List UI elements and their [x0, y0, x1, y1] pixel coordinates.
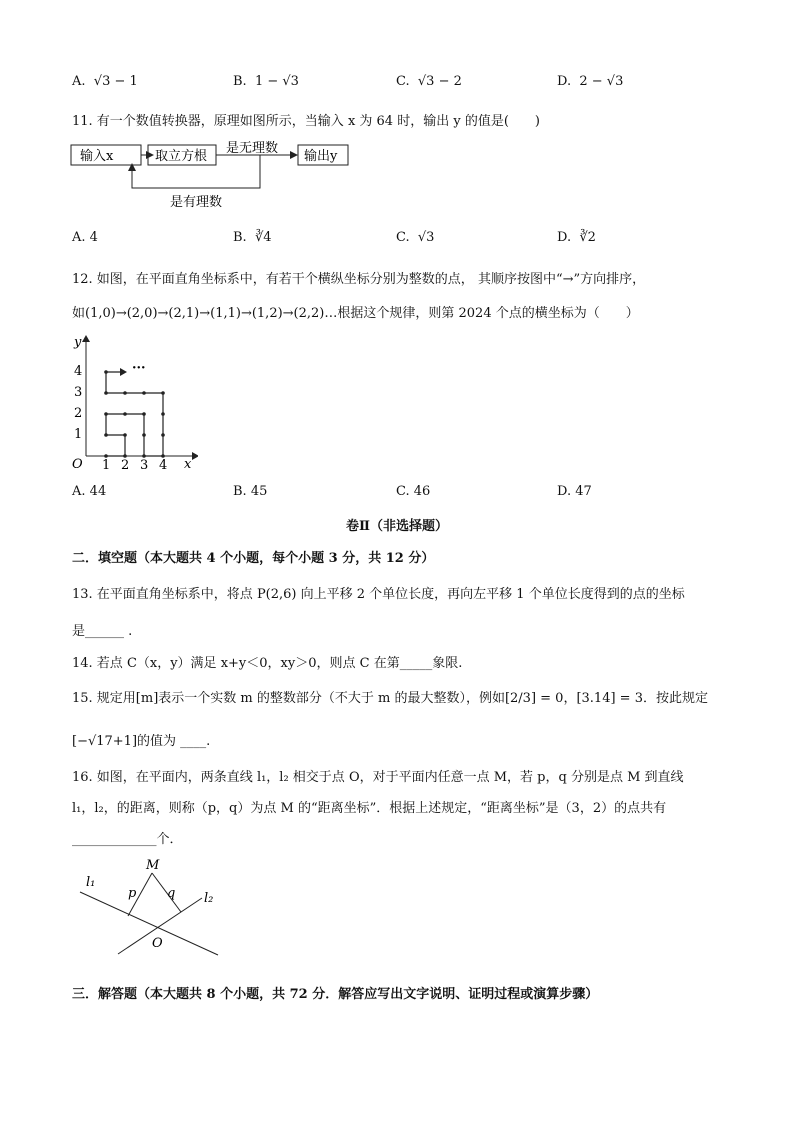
label-O: O — [152, 936, 163, 951]
q15-line2: [−√17+1]的值为 ____. — [72, 734, 211, 749]
x-tick-4: 4 — [159, 458, 168, 473]
q16-line3: _____________个． — [72, 832, 183, 847]
q10-option-a: A. √3 − 1 — [72, 74, 138, 89]
flow-arrow-3 — [128, 163, 136, 171]
label-l2: l₂ — [204, 891, 214, 906]
q12-option-b: B. 45 — [233, 484, 268, 499]
y-tick-3: 3 — [74, 385, 83, 400]
q11-option-a: A. 4 — [72, 230, 98, 245]
x-tick-2: 2 — [121, 458, 130, 473]
q11-option-d: D. ∛2 — [557, 230, 596, 245]
origin-label: O — [72, 457, 83, 472]
flow-arrow-1 — [146, 151, 154, 159]
label-q: q — [167, 886, 176, 901]
flow-process-label: 取立方根 — [155, 149, 208, 164]
flow-irrational-label: 是无理数 — [226, 141, 279, 156]
y-axis-arrow — [82, 335, 90, 342]
q10-option-c: C. √3 − 2 — [396, 74, 462, 89]
part2-heading: 二．填空题（本大题共 4 个小题，每个小题 3 分，共 12 分） — [72, 551, 435, 566]
q12-option-a: A. 44 — [72, 484, 107, 499]
label-M: M — [146, 858, 160, 873]
q16-line2: l₁，l₂，的距离，则称（p，q）为点 M 的“距离坐标”．根据上述规定，“距离坐标”是（3，2）的点共有 — [72, 801, 667, 816]
spiral-arrow — [120, 368, 127, 376]
q16-figure — [72, 855, 242, 960]
y-tick-4: 4 — [74, 364, 83, 379]
spiral-path — [106, 372, 163, 456]
q11-option-b: B. ∛4 — [233, 230, 272, 245]
flow-rational-label: 是有理数 — [170, 195, 223, 210]
flow-output-label: 输出y — [304, 149, 338, 164]
q11-stem: 11. 有一个数值转换器，原理如图所示，当输入 x 为 64 时，输出 y 的值是( ) — [72, 114, 540, 129]
flow-arrow-2 — [290, 151, 298, 159]
q12-stem-line2: 如(1,0)→(2,0)→(2,1)→(1,1)→(1,2)→(2,2)…根据这个规律，则第 2024 个点的横坐标为（ ） — [72, 306, 639, 321]
q15-line1: 15. 规定用[m]表示一个实数 m 的整数部分（不大于 m 的最大整数），例如[2/3] = 0，[3.14] = 3．按此规定 — [72, 691, 708, 706]
part3-heading: 三．解答题（本大题共 8 个小题，共 72 分．解答应写出文字说明、证明过程或演算步骤） — [72, 987, 599, 1002]
q13-line1: 13. 在平面直角坐标系中，将点 P(2,6) 向上平移 2 个单位长度，再向左平移 1 个单位长度得到的点的坐标 — [72, 587, 685, 602]
q10-option-b: B. 1 − √3 — [233, 74, 299, 89]
q16-line1: 16. 如图，在平面内，两条直线 l₁，l₂ 相交于点 O，对于平面内任意一点 M，若 p，q 分别是点 M 到直线 — [72, 770, 684, 785]
flow-input-label: 输入x — [80, 149, 114, 164]
y-axis-label: y — [74, 335, 82, 350]
x-axis-label: x — [184, 457, 192, 472]
spiral-ellipsis: ··· — [132, 361, 146, 376]
label-p: p — [128, 886, 137, 901]
q11-flowchart — [70, 140, 360, 212]
section2-title: 卷Ⅱ（非选择题） — [346, 519, 448, 534]
y-tick-2: 2 — [74, 406, 83, 421]
q12-option-c: C. 46 — [396, 484, 431, 499]
label-l1: l₁ — [86, 875, 96, 890]
q14-text: 14. 若点 C（x，y）满足 x+y＜0，xy＞0，则点 C 在第_____象限. — [72, 656, 463, 671]
q13-line2: 是______ . — [72, 624, 133, 639]
q11-option-c: C. √3 — [396, 230, 435, 245]
x-tick-3: 3 — [140, 458, 149, 473]
x-axis-arrow — [192, 452, 198, 460]
q12-stem-line1: 12. 如图，在平面直角坐标系中，有若干个横纵坐标分别为整数的点， 其顺序按图中“→”方向排序， — [72, 272, 646, 287]
q12-graph — [68, 332, 198, 474]
y-tick-1: 1 — [74, 427, 83, 442]
q12-option-d: D. 47 — [557, 484, 592, 499]
q10-option-d: D. 2 − √3 — [557, 74, 624, 89]
x-tick-1: 1 — [102, 458, 111, 473]
